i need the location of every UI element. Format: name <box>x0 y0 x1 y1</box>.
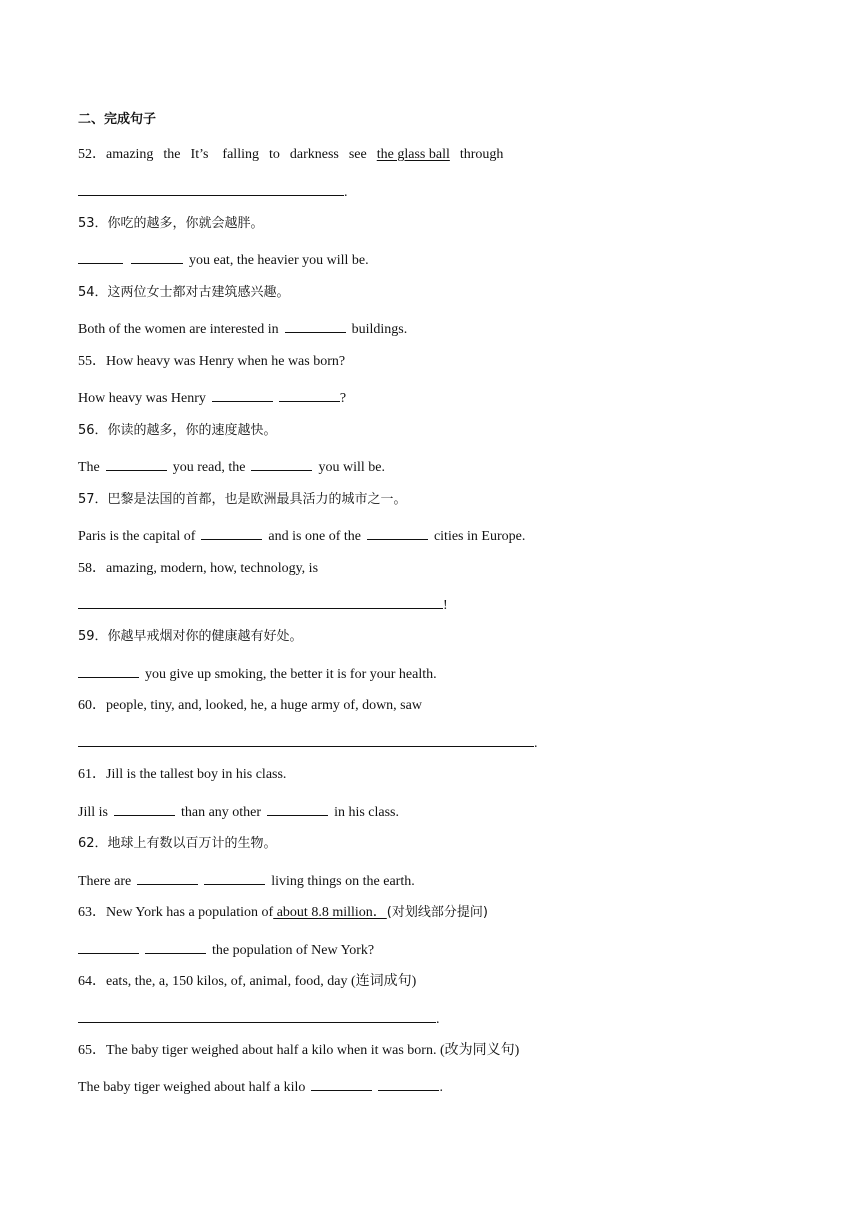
answer-blank[interactable] <box>367 524 428 540</box>
answer-blank[interactable] <box>145 938 206 954</box>
q52-word: the <box>163 147 181 162</box>
q60-prompt: 60．people, tiny, and, looked, he, a huge army of, down, saw <box>78 698 422 713</box>
answer-blank[interactable] <box>201 524 262 540</box>
q63-answer-line: the population of New York? <box>78 938 374 958</box>
q65-answer-line: The baby tiger weighed about half a kilo . <box>78 1075 443 1095</box>
q59-answer-line: you give up smoking, the better it is for your health. <box>78 662 437 682</box>
q52-word: through <box>459 147 504 162</box>
answer-blank[interactable] <box>78 938 139 954</box>
q52-word: to <box>268 147 280 162</box>
answer-blank[interactable] <box>212 386 273 402</box>
q62-answer-line: There are living things on the earth. <box>78 869 415 889</box>
q63-prompt: 63．New York has a population of about 8.8 million．(对划线部分提问) <box>78 905 488 920</box>
section-title: 二、完成句子 <box>78 112 157 127</box>
q54-answer-line: Both of the women are interested in buildings. <box>78 317 407 337</box>
q62-prompt: 62．地球上有数以百万计的生物。 <box>78 836 277 851</box>
q63-underlined-phrase: about 8.8 million． <box>273 905 387 920</box>
q60-answer-line: . <box>78 731 538 751</box>
answer-blank[interactable] <box>137 869 198 885</box>
answer-blank[interactable] <box>267 800 328 816</box>
q56-answer-line: The you read, the you will be. <box>78 455 385 475</box>
q55-answer-line: How heavy was Henry ? <box>78 386 346 406</box>
q59-prompt: 59．你越早戒烟对你的健康越有好处。 <box>78 629 303 644</box>
answer-blank[interactable] <box>78 180 344 196</box>
q64-answer-line: . <box>78 1007 440 1027</box>
q54-prompt: 54．这两位女士都对古建筑感兴趣。 <box>78 285 290 300</box>
answer-blank[interactable] <box>78 731 534 747</box>
q52-word: It’s <box>190 147 209 162</box>
answer-blank[interactable] <box>279 386 340 402</box>
answer-blank[interactable] <box>78 662 139 678</box>
q52-word: darkness <box>289 147 339 162</box>
q57-answer-line: Paris is the capital of and is one of the cities in Europe. <box>78 524 525 544</box>
q55-prompt: 55．How heavy was Henry when he was born? <box>78 354 346 369</box>
q52-line <box>78 145 503 165</box>
q58-answer-line: ! <box>78 593 448 613</box>
q52-underlined-phrase: the glass ball <box>376 147 450 162</box>
q52-word: amazing <box>106 147 154 162</box>
q64-prompt: 64．eats, the, a, 150 kilos, of, animal, food, day (连词成句) <box>78 974 417 989</box>
answer-blank[interactable] <box>251 455 312 471</box>
q53-prompt: 53．你吃的越多，你就会越胖。 <box>78 216 264 231</box>
answer-blank[interactable] <box>378 1075 439 1091</box>
q52-word: see <box>348 147 367 162</box>
q56-prompt: 56．你读的越多，你的速度越快。 <box>78 423 277 438</box>
q53-answer-line: you eat, the heavier you will be. <box>78 248 369 268</box>
answer-blank[interactable] <box>311 1075 372 1091</box>
answer-blank[interactable] <box>131 248 183 264</box>
q65-prompt: 65．The baby tiger weighed about half a kilo when it was born. (改为同义句) <box>78 1043 520 1058</box>
answer-blank[interactable] <box>204 869 265 885</box>
answer-blank[interactable] <box>106 455 167 471</box>
answer-blank[interactable] <box>78 593 443 609</box>
answer-blank[interactable] <box>78 248 123 264</box>
q52-answer-line: . <box>78 180 348 200</box>
answer-blank[interactable] <box>78 1007 436 1023</box>
q52-number: 52． <box>78 147 106 162</box>
q61-answer-line: Jill is than any other in his class. <box>78 800 399 820</box>
q57-prompt: 57．巴黎是法国的首都，也是欧洲最具活力的城市之一。 <box>78 492 407 507</box>
answer-blank[interactable] <box>285 317 346 333</box>
q52-word: falling <box>222 147 259 162</box>
answer-blank[interactable] <box>114 800 175 816</box>
q61-prompt: 61．Jill is the tallest boy in his class. <box>78 767 287 782</box>
q58-prompt: 58．amazing, modern, how, technology, is <box>78 561 319 576</box>
